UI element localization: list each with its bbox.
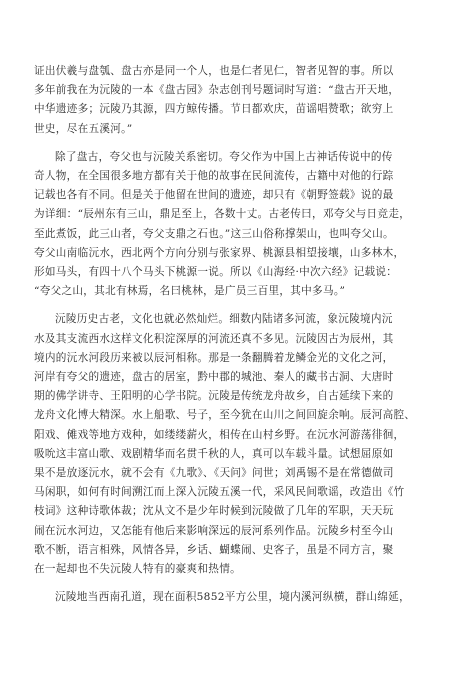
text-line: 奇人物，在全国很多地方都有关于他的故事在民间流传，古籍中对他的行踪 — [34, 170, 394, 183]
text-line: 闹在沅水河边，又怎能有他后来影响深远的辰河系列作品。沅陵乡村至今山 — [34, 524, 394, 537]
text-line: 世史，尽在五溪河。” — [34, 122, 133, 135]
text-line: 除了盘古，夸父也与沅陵关系密切。夸父作为中国上古神话传说中的传 — [55, 150, 393, 163]
text-line: 沅陵地当西南孔道，现在面积5852平方公里，境内溪河纵横，群山绵延， — [55, 591, 410, 604]
text-line: 记载也各有不同。但是关于他留在世间的遗迹，却只有《朝野签载》说的最 — [34, 189, 394, 202]
text-line: 证出伏羲与盘瓠、盘古亦是同一个人，也是仁者见仁，智者见智的事。所以 — [34, 65, 394, 77]
text-line: 河岸有夸父的遗迹，盘古的居室，黔中郡的城池、秦人的藏书古洞、大唐时 — [34, 371, 394, 384]
text-line: 果不是放逐沅水，就不会有《九歌》、《天问》问世；刘禹锡不是在常德做司 — [34, 467, 394, 480]
paragraph-gap — [34, 579, 424, 588]
text-line: 枝词》这种诗歌体裁；沈从文不是少年时候到沅陵做了几年的军职，天天玩 — [34, 505, 394, 518]
text-line: 境内的沅水河段历来被以辰河相称。那是一条翻腾着龙鳞金光的文化之河， — [34, 351, 394, 364]
text-line: 歌不断，语言相殊，风情各异，乡话、蝴蝶闹、史客子，虽是不同方言，聚 — [34, 543, 394, 556]
text-line: 水及其支流西水这样文化积淀深厚的河流还真不多见。沅陵因古为辰州，其 — [34, 332, 394, 345]
text-line: 形如马头，有四十八个马头下桃源一说。所以《山海经·中次六经》记载说： — [34, 266, 398, 279]
paragraph-gap — [34, 139, 424, 148]
text-line: 为详细：“辰州东有三山，鼎足至上，各数十丈。古老传曰，邓夸父与日竞走， — [34, 208, 411, 221]
paragraph-3 — [34, 310, 424, 579]
paragraph-2 — [34, 148, 424, 302]
paragraph-4 — [34, 588, 424, 607]
text-line: 中华遗迹多；沅陵乃其源，四方鲸传播。节日都欢庆，苗谣唱赞歌；欲穷上 — [34, 103, 394, 116]
body-text — [34, 62, 424, 607]
text-line: 马闲职，如何有时间溯江而上深入沅陵五溪一代，采风民间歌谣，改造出《竹 — [34, 486, 405, 499]
text-line: 龙舟文化博大精深。水上船歌、号子，至今犹在山川之间回旋余响。辰河高腔、 — [34, 409, 416, 422]
paragraph-1 — [34, 62, 424, 139]
text-line: 沅陵历史古老，文化也就必然灿烂。细数内陆诸多河流，象沅陵境内沅 — [55, 313, 393, 326]
text-line: 多年前我在为沅陵的一本《盘古园》杂志创刊号题词时写道：“盘古开天地， — [34, 84, 400, 97]
text-line: 至此煮饭，此三山者，夸父支鼎之石也。”这三山俗称撑架山，也叫夸父山。 — [34, 227, 394, 240]
text-line: 夸父山南临沅水，西北两个方向分别与张家界、桃源县相望接壤，山多林木， — [34, 246, 405, 259]
text-line: 阳戏、傩戏等地方戏种，如缕缕薪火，相传在山村乡野。在沅水河游荡徘徊， — [34, 428, 405, 441]
text-line: 吸吮这丰富山歌、戏剧精华而名贯千秋的人，真可以车载斗量。试想屈原如 — [34, 447, 394, 460]
text-line: 在一起却也不失沅陵人特有的豪爽和热情。 — [34, 563, 241, 576]
paragraph-gap — [34, 301, 424, 310]
text-line: 期的佛学讲寺、王阳明的心学书院。沅陵是传统龙舟故乡，自古延续下来的 — [34, 390, 394, 403]
text-line: “夸父之山，其北有林焉，名曰桃林，是广员三百里，其中多马。” — [34, 285, 346, 298]
